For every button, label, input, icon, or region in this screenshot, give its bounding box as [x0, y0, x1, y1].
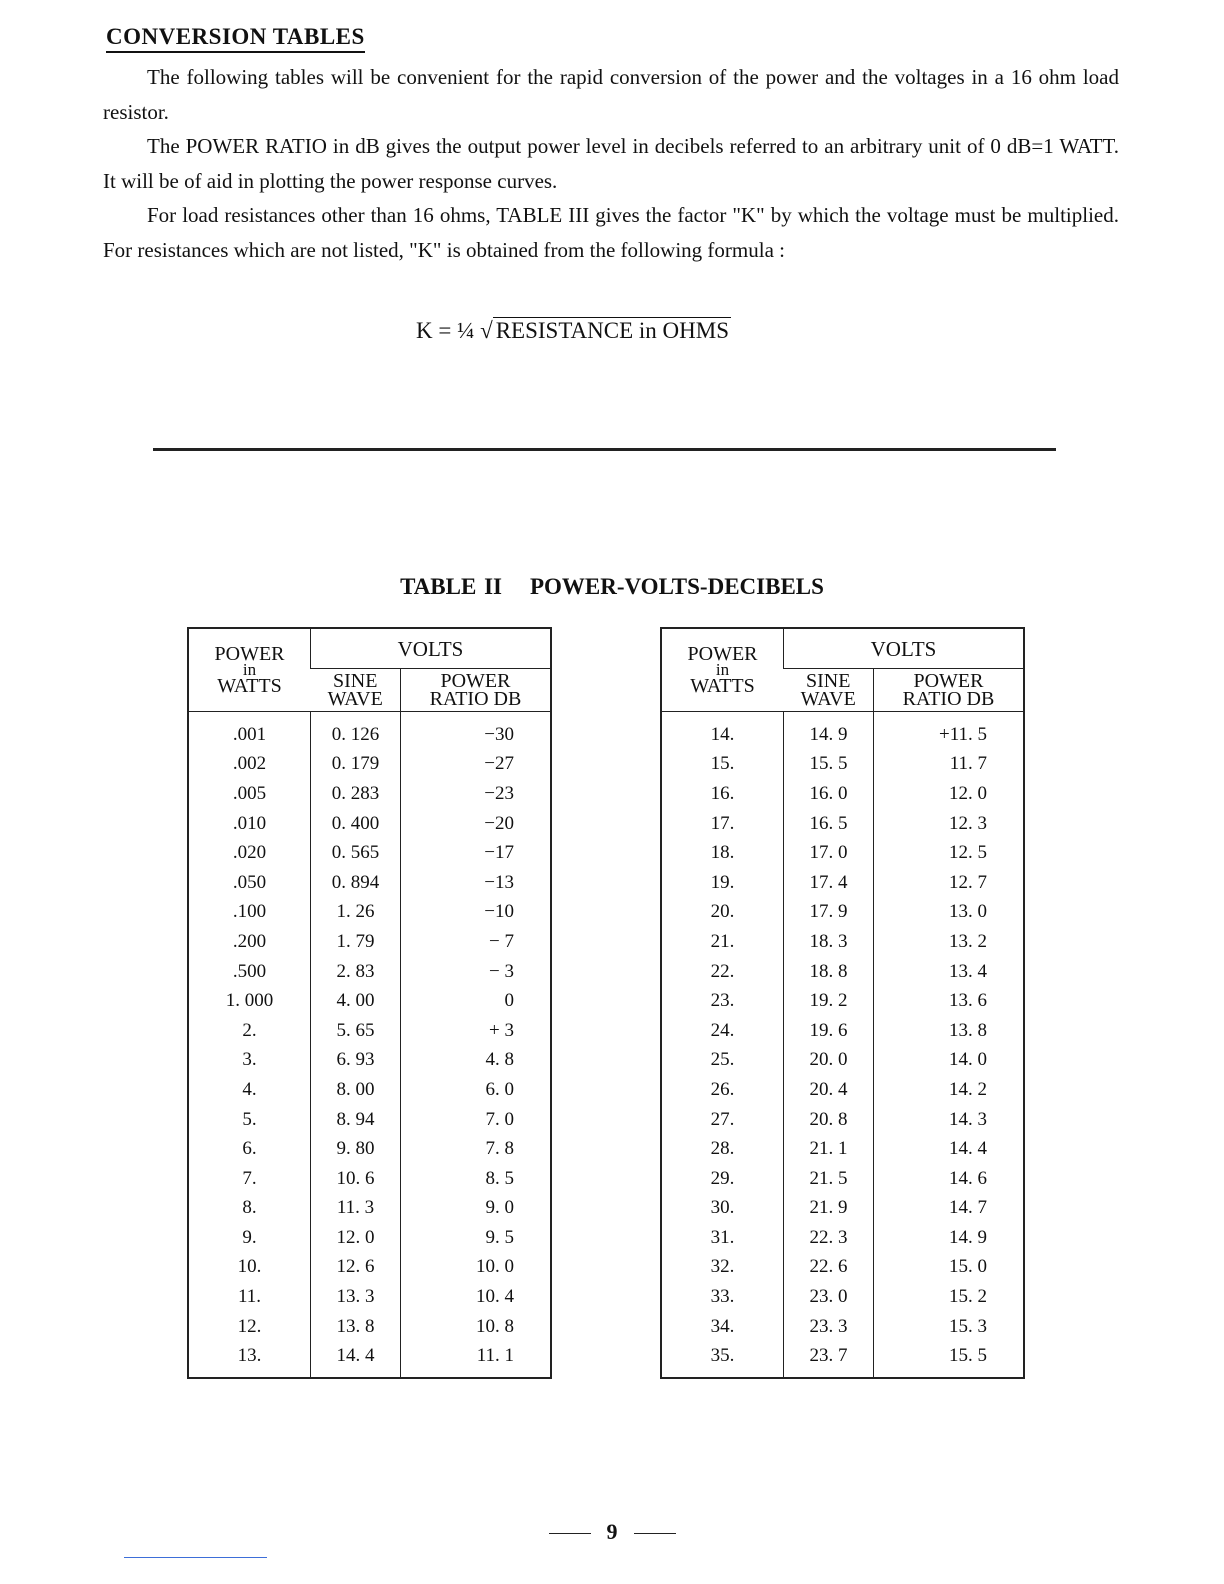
- formula-lhs: K = ¼ √: [416, 318, 493, 343]
- table-row: [188, 809, 551, 839]
- table-row: [661, 1223, 1024, 1253]
- power-cell: 10.: [237, 1256, 262, 1278]
- table-right-body: [661, 712, 1024, 1379]
- sine-wave-cell: 16. 5: [784, 809, 874, 839]
- page-dash-left: [549, 1533, 591, 1534]
- power-ratio-db-cell: 12. 7: [873, 868, 1024, 898]
- sine-wave-cell: 14. 9: [784, 712, 874, 750]
- power-ratio-db-cell: −10: [400, 898, 551, 928]
- sine-wave-cell: 23. 3: [784, 1312, 874, 1342]
- power-ratio-db-cell: +11. 5: [873, 712, 1024, 750]
- power-cell: 21.: [710, 930, 735, 952]
- power-ratio-db-cell: 12. 0: [873, 779, 1024, 809]
- power-cell: 20.: [710, 901, 735, 923]
- header-wave-text: WAVE: [327, 688, 383, 711]
- table-row: [661, 1075, 1024, 1105]
- table-row: [188, 1164, 551, 1194]
- power-ratio-db-cell: 13. 8: [873, 1016, 1024, 1046]
- power-ratio-db-cell: 7. 8: [400, 1134, 551, 1164]
- power-ratio-db-cell: −17: [400, 838, 551, 868]
- header-power-text: POWER: [687, 643, 758, 665]
- sine-wave-cell: 5. 65: [311, 1016, 401, 1046]
- power-cell: 6.: [242, 1138, 257, 1160]
- volts-header: VOLTS: [311, 628, 552, 669]
- power-cell: 29.: [710, 1167, 735, 1189]
- table-row: [188, 1312, 551, 1342]
- power-ratio-db-cell: 13. 0: [873, 898, 1024, 928]
- power-ratio-db-cell: 9. 5: [400, 1223, 551, 1253]
- table-label: TABLE II: [400, 574, 502, 599]
- table-row: [661, 809, 1024, 839]
- power-cell: 7.: [242, 1167, 257, 1189]
- power-ratio-db-cell: 13. 4: [873, 957, 1024, 987]
- power-ratio-db-cell: 10. 0: [400, 1253, 551, 1283]
- table-row: [188, 1016, 551, 1046]
- power-cell: .002: [232, 753, 267, 775]
- sine-wave-cell: 23. 0: [784, 1282, 874, 1312]
- sine-wave-cell: 12. 6: [311, 1253, 401, 1283]
- sine-wave-cell: 0. 179: [311, 750, 401, 780]
- sine-wave-cell: 4. 00: [311, 986, 401, 1016]
- sine-wave-cell: 20. 4: [784, 1075, 874, 1105]
- power-cell: 19.: [710, 871, 735, 893]
- power-cell: 9.: [242, 1226, 257, 1248]
- sine-wave-cell: 21. 1: [784, 1134, 874, 1164]
- power-cell: .005: [232, 782, 267, 804]
- power-ratio-db-cell: 14. 4: [873, 1134, 1024, 1164]
- power-ratio-db-cell: 11. 1: [400, 1341, 551, 1378]
- power-ratio-db-cell: 14. 3: [873, 1105, 1024, 1135]
- power-ratio-db-cell: −27: [400, 750, 551, 780]
- power-ratio-db-cell: 13. 2: [873, 927, 1024, 957]
- table-left-body: [188, 712, 551, 1379]
- table-row: [188, 779, 551, 809]
- table-row: [661, 1016, 1024, 1046]
- sine-wave-cell: 16. 0: [784, 779, 874, 809]
- power-cell: 31.: [710, 1226, 735, 1248]
- power-cell: 23.: [710, 990, 735, 1012]
- sine-wave-cell: 18. 8: [784, 957, 874, 987]
- power-cell: .500: [232, 960, 267, 982]
- table-row: [661, 986, 1024, 1016]
- table-row: [188, 1253, 551, 1283]
- power-ratio-db-cell: 0: [400, 986, 551, 1016]
- power-cell: 17.: [710, 812, 735, 834]
- table-row: [661, 898, 1024, 928]
- table-row: [188, 1075, 551, 1105]
- sine-wave-cell: 13. 8: [311, 1312, 401, 1342]
- sine-wave-cell: 17. 0: [784, 838, 874, 868]
- sine-wave-cell: 1. 26: [311, 898, 401, 928]
- table-row: [661, 1312, 1024, 1342]
- table-row: [661, 1046, 1024, 1076]
- power-ratio-db-cell: 14. 6: [873, 1164, 1024, 1194]
- power-ratio-db-cell: 15. 3: [873, 1312, 1024, 1342]
- sine-wave-cell: 0. 400: [311, 809, 401, 839]
- power-ratio-db-cell: −23: [400, 779, 551, 809]
- power-ratio-text: The POWER RATIO in dB gives the output power level in decibels referred to an arbitrary unit of 0 dB=1 WATT. It will be of aid in plotting the power response curves.: [103, 134, 1119, 193]
- power-cell: 11.: [237, 1286, 262, 1308]
- table-row: [661, 868, 1024, 898]
- power-cell: 8.: [242, 1197, 257, 1219]
- power-cell: .050: [232, 871, 267, 893]
- table-row: [188, 957, 551, 987]
- power-ratio-db-cell: 14. 2: [873, 1075, 1024, 1105]
- power-cell: 18.: [710, 842, 735, 864]
- sine-wave-header: [311, 669, 401, 712]
- sine-wave-cell: 17. 4: [784, 868, 874, 898]
- table-name: POWER-VOLTS-DECIBELS: [529, 574, 824, 599]
- power-cell: 1. 000: [225, 990, 274, 1012]
- sine-wave-cell: 0. 894: [311, 868, 401, 898]
- power-ratio-db-cell: 15. 0: [873, 1253, 1024, 1283]
- table-title: [0, 574, 1224, 600]
- power-ratio-header: [400, 669, 551, 712]
- power-cell: 16.: [710, 782, 735, 804]
- power-cell: 34.: [710, 1315, 735, 1337]
- table-row: [661, 927, 1024, 957]
- power-ratio-db-cell: 11. 7: [873, 750, 1024, 780]
- header-sine-text: SINE: [806, 670, 851, 693]
- header-ratio-power-text: POWER: [913, 670, 984, 693]
- table-row: [188, 1105, 551, 1135]
- power-ratio-db-cell: + 3: [400, 1016, 551, 1046]
- table-row: [661, 712, 1024, 750]
- formula-radicand: RESISTANCE in OHMS: [493, 317, 731, 343]
- table-row: [188, 927, 551, 957]
- power-ratio-db-cell: 15. 2: [873, 1282, 1024, 1312]
- table-row: [188, 1282, 551, 1312]
- power-ratio-db-cell: 4. 8: [400, 1046, 551, 1076]
- page-number: [0, 1519, 1224, 1545]
- footer-line: [124, 1557, 267, 1558]
- power-ratio-db-cell: −13: [400, 868, 551, 898]
- sine-wave-cell: 19. 6: [784, 1016, 874, 1046]
- sine-wave-cell: 8. 94: [311, 1105, 401, 1135]
- power-cell: .200: [232, 930, 267, 952]
- power-ratio-db-cell: 12. 5: [873, 838, 1024, 868]
- sine-wave-cell: 11. 3: [311, 1194, 401, 1224]
- table-row: [661, 1253, 1024, 1283]
- header-ratio-power-text: POWER: [440, 670, 511, 693]
- power-ratio-db-cell: 9. 0: [400, 1194, 551, 1224]
- power-cell: 25.: [710, 1049, 735, 1071]
- header-power-text: POWER: [214, 643, 285, 665]
- sine-wave-cell: 0. 126: [311, 712, 401, 750]
- table-row: [188, 1194, 551, 1224]
- power-ratio-header: [873, 669, 1024, 712]
- power-cell: 2.: [242, 1019, 257, 1041]
- power-ratio-db-cell: 6. 0: [400, 1075, 551, 1105]
- sine-wave-cell: 9. 80: [311, 1134, 401, 1164]
- k-formula: [416, 318, 731, 344]
- sine-wave-cell: 10. 6: [311, 1164, 401, 1194]
- conversion-table-right: [660, 627, 1025, 1379]
- power-ratio-db-cell: 13. 6: [873, 986, 1024, 1016]
- section-heading: CONVERSION TABLES: [106, 24, 365, 53]
- power-cell: 13.: [237, 1345, 262, 1367]
- power-cell: 14.: [710, 723, 735, 745]
- power-cell: 27.: [710, 1108, 735, 1130]
- table-row: [188, 868, 551, 898]
- volts-header: VOLTS: [784, 628, 1025, 669]
- horizontal-rule: [153, 448, 1056, 451]
- header-watts-text: WATTS: [690, 675, 755, 697]
- load-resistance-paragraph: [103, 198, 1119, 267]
- table-row: [661, 1341, 1024, 1378]
- sine-wave-cell: 1. 79: [311, 927, 401, 957]
- table-row: [188, 1046, 551, 1076]
- header-ratio-db-text: RATIO DB: [429, 688, 522, 711]
- header-wave-text: WAVE: [800, 688, 856, 711]
- table-row: [661, 1282, 1024, 1312]
- sine-wave-cell: 13. 3: [311, 1282, 401, 1312]
- table-row: [661, 838, 1024, 868]
- intro-paragraph: [103, 60, 1119, 129]
- power-ratio-db-cell: 14. 7: [873, 1194, 1024, 1224]
- sine-wave-cell: 19. 2: [784, 986, 874, 1016]
- power-cell: 4.: [242, 1078, 257, 1100]
- sine-wave-cell: 20. 8: [784, 1105, 874, 1135]
- table-row: [661, 750, 1024, 780]
- sine-wave-cell: 17. 9: [784, 898, 874, 928]
- power-ratio-db-cell: 7. 0: [400, 1105, 551, 1135]
- table-row: [188, 1134, 551, 1164]
- power-cell: 22.: [710, 960, 735, 982]
- power-ratio-db-cell: 10. 8: [400, 1312, 551, 1342]
- table-row: [188, 1341, 551, 1378]
- sine-wave-cell: 14. 4: [311, 1341, 401, 1378]
- power-cell: 35.: [710, 1345, 735, 1367]
- sine-wave-cell: 23. 7: [784, 1341, 874, 1378]
- table-row: [661, 1164, 1024, 1194]
- sine-wave-cell: 15. 5: [784, 750, 874, 780]
- sine-wave-cell: 8. 00: [311, 1075, 401, 1105]
- power-ratio-db-cell: −30: [400, 712, 551, 750]
- table-row: [661, 957, 1024, 987]
- power-cell: 15.: [710, 753, 735, 775]
- power-cell: 3.: [242, 1049, 257, 1071]
- page-dash-right: [634, 1533, 676, 1534]
- table-row: [188, 1223, 551, 1253]
- power-watts-header: [661, 628, 784, 712]
- table-row: [188, 838, 551, 868]
- conversion-table-left: [187, 627, 552, 1379]
- power-cell: 32.: [710, 1256, 735, 1278]
- table-row: [188, 898, 551, 928]
- header-in-text: in: [242, 660, 257, 679]
- sine-wave-cell: 18. 3: [784, 927, 874, 957]
- power-cell: 28.: [710, 1138, 735, 1160]
- power-ratio-db-cell: 8. 5: [400, 1164, 551, 1194]
- power-cell: 5.: [242, 1108, 257, 1130]
- power-cell: 12.: [237, 1315, 262, 1337]
- sine-wave-cell: 20. 0: [784, 1046, 874, 1076]
- header-in-text: in: [715, 660, 730, 679]
- table-row: [661, 1105, 1024, 1135]
- page-number-text: 9: [606, 1519, 618, 1544]
- power-cell: .001: [232, 723, 267, 745]
- sine-wave-cell: 2. 83: [311, 957, 401, 987]
- power-cell: 33.: [710, 1286, 735, 1308]
- power-cell: 30.: [710, 1197, 735, 1219]
- sine-wave-cell: 21. 9: [784, 1194, 874, 1224]
- sine-wave-header: [784, 669, 874, 712]
- sine-wave-cell: 21. 5: [784, 1164, 874, 1194]
- power-watts-header: [188, 628, 311, 712]
- sine-wave-cell: 12. 0: [311, 1223, 401, 1253]
- load-resistance-text: For load resistances other than 16 ohms, TABLE III gives the factor "K" by which the voltage must be multiplied. For resistances which are not listed, "K" is obtained from the following formula :: [103, 203, 1119, 262]
- power-ratio-paragraph: [103, 129, 1119, 198]
- sine-wave-cell: 22. 6: [784, 1253, 874, 1283]
- header-sine-text: SINE: [333, 670, 378, 693]
- power-ratio-db-cell: − 3: [400, 957, 551, 987]
- power-ratio-db-cell: 12. 3: [873, 809, 1024, 839]
- sine-wave-cell: 6. 93: [311, 1046, 401, 1076]
- power-cell: 26.: [710, 1078, 735, 1100]
- table-row: [661, 1134, 1024, 1164]
- power-cell: .100: [232, 901, 267, 923]
- sine-wave-cell: 0. 565: [311, 838, 401, 868]
- sine-wave-cell: 22. 3: [784, 1223, 874, 1253]
- power-ratio-db-cell: 14. 9: [873, 1223, 1024, 1253]
- power-cell: .020: [232, 842, 267, 864]
- table-row: [188, 750, 551, 780]
- power-ratio-db-cell: 14. 0: [873, 1046, 1024, 1076]
- header-watts-text: WATTS: [217, 675, 282, 697]
- power-ratio-db-cell: 15. 5: [873, 1341, 1024, 1378]
- power-cell: 24.: [710, 1019, 735, 1041]
- sine-wave-cell: 0. 283: [311, 779, 401, 809]
- power-ratio-db-cell: − 7: [400, 927, 551, 957]
- power-ratio-db-cell: 10. 4: [400, 1282, 551, 1312]
- table-row: [188, 712, 551, 750]
- header-ratio-db-text: RATIO DB: [902, 688, 995, 711]
- table-row: [661, 1194, 1024, 1224]
- power-cell: .010: [232, 812, 267, 834]
- table-row: [188, 986, 551, 1016]
- power-ratio-db-cell: −20: [400, 809, 551, 839]
- table-row: [661, 779, 1024, 809]
- intro-text: The following tables will be convenient for the rapid conversion of the power and the voltages in a 16 ohm load resistor.: [103, 65, 1119, 124]
